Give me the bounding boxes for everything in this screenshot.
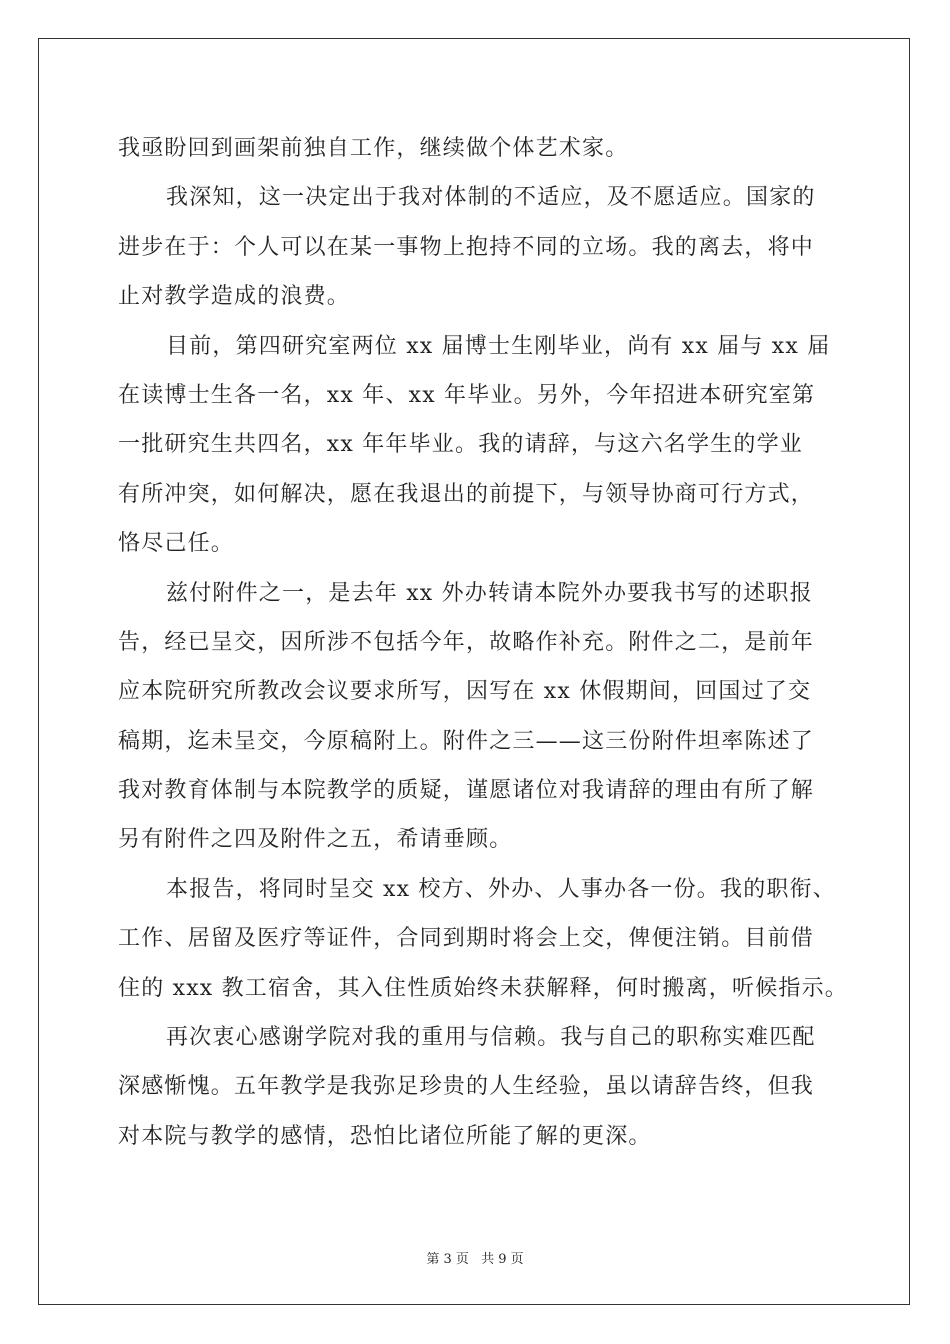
text-line: 进步在于：个人可以在某一事物上抱持不同的立场。我的离去，将中 xyxy=(118,234,815,260)
text-line: 目前，第四研究室两位 xx 届博士生刚毕业，尚有 xx 届与 xx 届 xyxy=(166,333,831,359)
text-line: 我深知，这一决定出于我对体制的不适应，及不愿适应。国家的 xyxy=(166,185,816,211)
text-line: 深感惭愧。五年教学是我弥足珍贵的人生经验，虽以请辞告终，但我 xyxy=(118,1074,815,1100)
page-number-current: 第 3 页 xyxy=(426,1252,469,1267)
text-line: 我对教育体制与本院教学的质疑，谨愿诸位对我请辞的理由有所了解 xyxy=(118,778,815,804)
text-line: 一批研究生共四名，xx 年年毕业。我的请辞，与这六名学生的学业 xyxy=(118,432,804,458)
text-line: 对本院与教学的感情，恐怕比诸位所能了解的更深。 xyxy=(118,1123,652,1149)
text-line: 告，经已呈交，因所涉不包括今年，故略作补充。附件之二，是前年 xyxy=(118,629,815,655)
text-line: 恪尽己任。 xyxy=(118,531,235,557)
page-footer xyxy=(0,1248,950,1267)
text-line: 止对教学造成的浪费。 xyxy=(118,284,351,310)
text-line: 再次衷心感谢学院对我的重用与信赖。我与自己的职称实难匹配 xyxy=(166,1025,816,1051)
page-number-total: 共 9 页 xyxy=(481,1252,524,1267)
text-line: 有所冲突，如何解决，愿在我退出的前提下，与领导协商可行方式， xyxy=(118,481,815,507)
text-line: 兹付附件之一，是去年 xx 外办转请本院外办要我书写的述职报 xyxy=(166,580,813,606)
text-line: 稿期，迄未呈交，今原稿附上。附件之三——这三份附件坦率陈述了 xyxy=(118,728,815,754)
document-body xyxy=(118,124,849,1161)
text-line: 我亟盼回到画架前独自工作，继续做个体艺术家。 xyxy=(118,136,629,161)
text-line: 应本院研究所教改会议要求所写，因写在 xx 休假期间，回国过了交 xyxy=(118,679,812,705)
text-line: 住的 xxx 教工宿舍，其入住性质始终未获解释，何时搬离，听候指示。 xyxy=(118,975,849,1001)
text-line: 另有附件之四及附件之五，希请垂顾。 xyxy=(118,827,513,853)
text-line: 本报告，将同时呈交 xx 校方、外办、人事办各一份。我的职衔、 xyxy=(166,876,837,902)
text-line: 在读博士生各一名，xx 年、xx 年毕业。另外，今年招进本研究室第 xyxy=(118,382,816,408)
text-line: 工作、居留及医疗等证件，合同到期时将会上交，俾便注销。目前借 xyxy=(118,926,815,952)
